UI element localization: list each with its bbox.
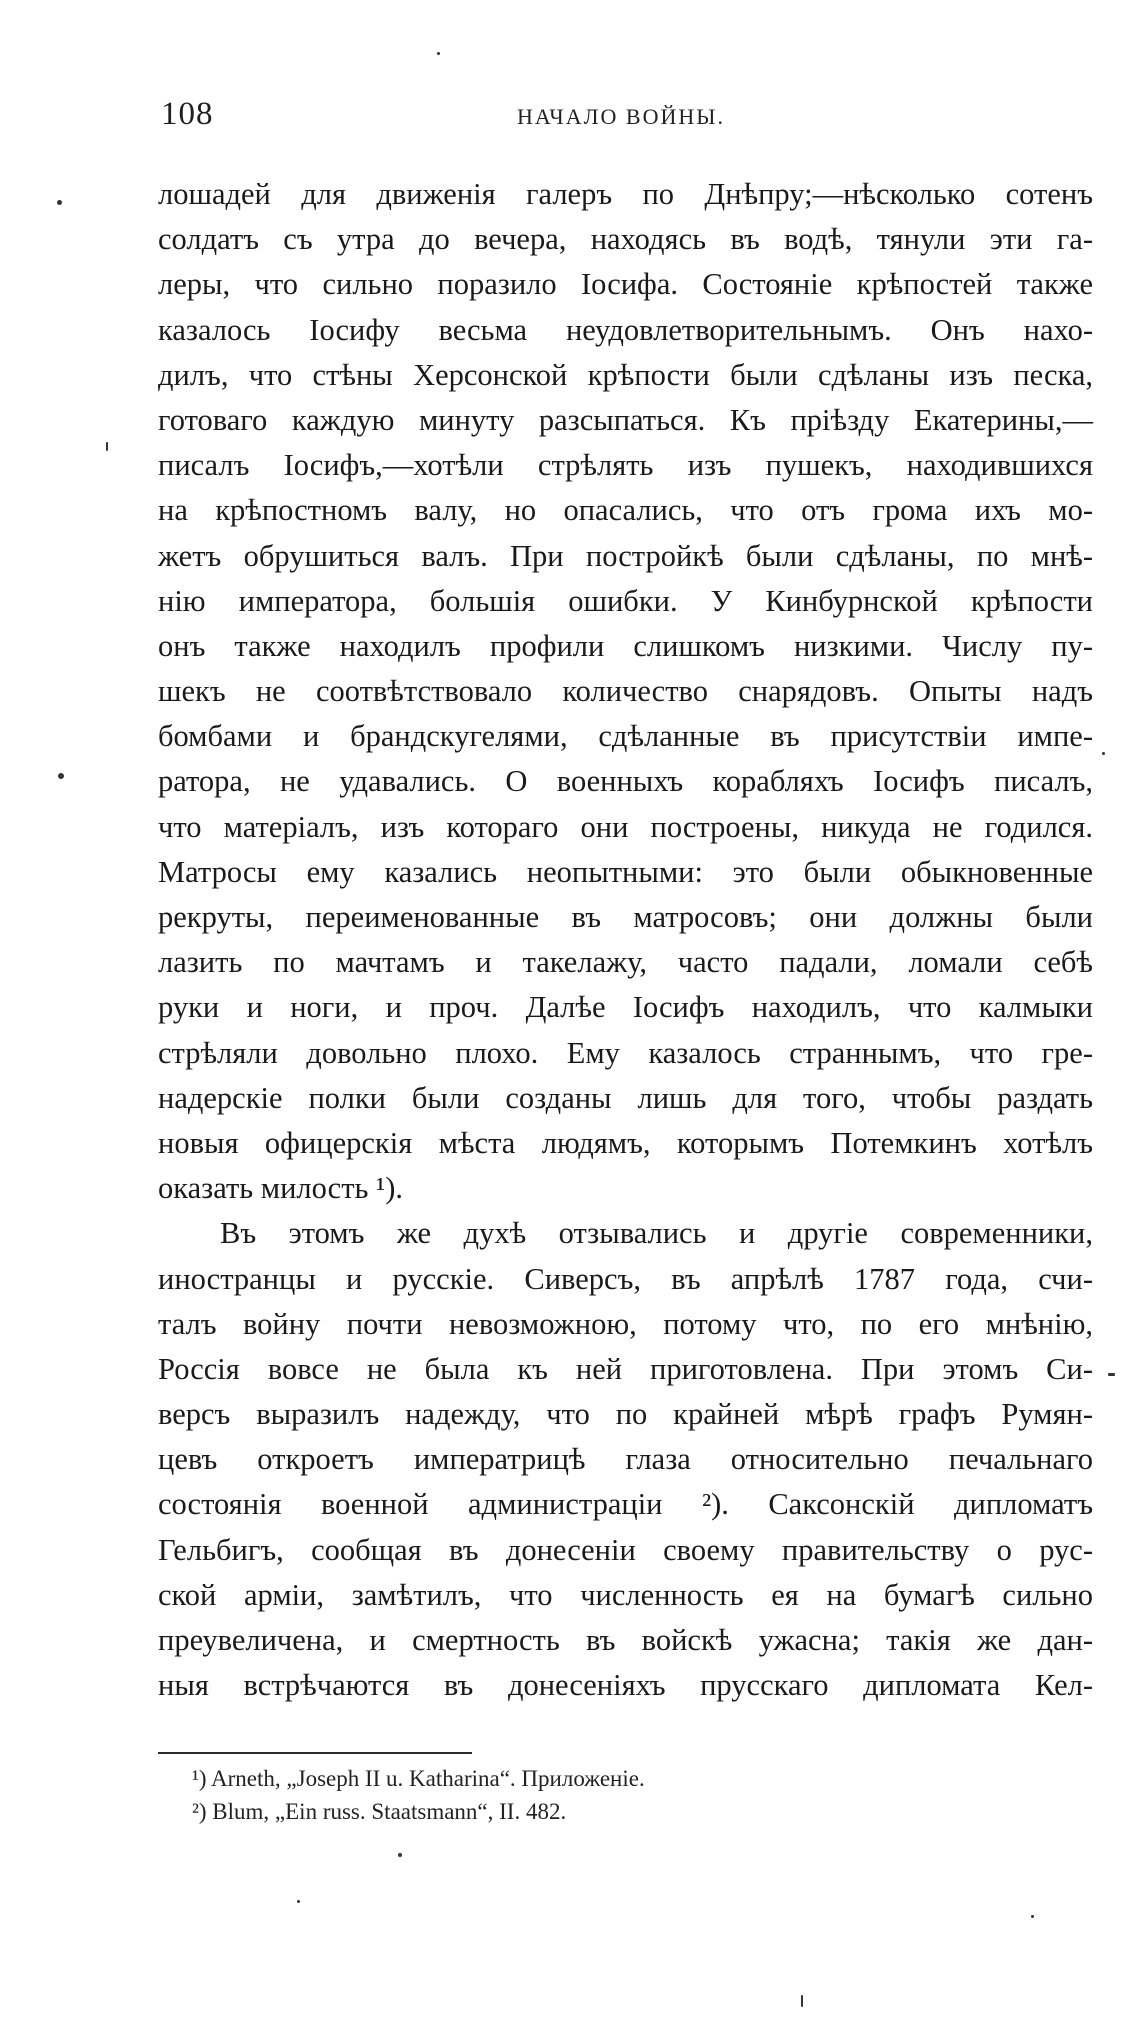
text-line: онъ также находилъ профили слишкомъ низкими. Числу пу- <box>158 628 1093 663</box>
text-line: Матросы ему казались неопытными: это были обыкновенные <box>158 854 1093 889</box>
footnote-divider <box>158 1752 472 1754</box>
text-line: готоваго каждую минуту разсыпаться. Къ пріѣзду Екатерины,— <box>158 402 1093 437</box>
text-line: жетъ обрушиться валъ. При постройкѣ были сдѣланы, по мнѣ- <box>158 538 1093 573</box>
text-line: ныя встрѣчаются въ донесеніяхъ прусскаго дипломата Кел- <box>158 1668 1093 1703</box>
text-line: версъ выразилъ надежду, что по крайней мѣрѣ графъ Румян- <box>158 1397 1093 1432</box>
scan-speck <box>106 442 108 451</box>
page-number: 108 <box>161 96 214 132</box>
text-line: цевъ откроетъ императрицѣ глаза относительно печальнаго <box>158 1442 1093 1477</box>
text-line: казалось Іосифу весьма неудовлетворительнымъ. Онъ нахо- <box>158 312 1093 347</box>
scan-speck <box>801 1995 803 2007</box>
text-line: на крѣпостномъ валу, но опасались, что отъ грома ихъ мо- <box>158 493 1093 528</box>
text-line: Россія вовсе не была къ ней приготовлена. При этомъ Си- <box>158 1351 1093 1386</box>
page-header <box>157 96 1092 136</box>
text-line: ской арміи, замѣтилъ, что численность ея на бумагѣ сильно <box>158 1577 1093 1612</box>
text-line: преувеличена, и смертность въ войскѣ ужасна; такія же дан- <box>158 1623 1093 1657</box>
paragraph-end-line: оказать милость ¹). <box>158 1171 403 1206</box>
text-line: нію императора, большія ошибки. У Кинбурнской крѣпости <box>158 583 1093 618</box>
scan-speck <box>1108 1373 1115 1376</box>
scan-speck <box>57 200 62 205</box>
text-line: что матеріалъ, изъ котораго они построены, никуда не годился. <box>158 809 1093 844</box>
footnotes <box>192 1762 992 1828</box>
scan-speck <box>437 52 440 55</box>
text-line: талъ войну почти невозможною, потому что, по его мнѣнію, <box>158 1306 1093 1341</box>
text-line: бомбами и брандскугелями, сдѣланные въ присутствіи импе- <box>158 719 1093 754</box>
text-line: Гельбигъ, сообщая въ донесеніи своему правительству о рус- <box>158 1532 1093 1567</box>
text-line: иностранцы и русскіе. Сиверсъ, въ апрѣлѣ 1787 года, счи- <box>158 1261 1093 1296</box>
text-line: леры, что сильно поразило Іосифа. Состояніе крѣпостей также <box>158 267 1093 302</box>
text-line: рекруты, переименованные въ матросовъ; они должны были <box>158 900 1093 934</box>
text-line: стрѣляли довольно плохо. Ему казалось страннымъ, что гре- <box>158 1035 1093 1070</box>
scan-speck <box>58 773 64 779</box>
text-line: лазить по мачтамъ и такелажу, часто падали, ломали себѣ <box>158 945 1093 980</box>
text-line: ратора, не удавались. О военныхъ корабляхъ Іосифъ писалъ, <box>158 764 1093 799</box>
scan-speck <box>1102 752 1105 755</box>
text-line: дилъ, что стѣны Херсонской крѣпости были сдѣланы изъ песка, <box>158 357 1093 392</box>
body-text <box>158 172 1093 1708</box>
running-title: НАЧАЛО ВОЙНЫ. <box>517 104 725 129</box>
text-line: состоянія военной администраціи ²). Саксонскій дипломатъ <box>158 1487 1093 1522</box>
text-line: писалъ Іосифъ,—хотѣли стрѣлять изъ пушекъ, находившихся <box>158 448 1093 483</box>
text-line: солдатъ съ утра до вечера, находясь въ водѣ, тянули эти га- <box>158 222 1093 257</box>
text-line: лошадей для движенія галеръ по Днѣпру;—нѣсколько сотенъ <box>158 177 1093 211</box>
scan-speck <box>1031 1915 1034 1918</box>
scan-speck <box>297 1900 300 1903</box>
footnote: ¹) Arneth, „Joseph II u. Katharina“. Приложеніе. <box>192 1766 645 1791</box>
footnote: ²) Blum, „Ein russ. Staatsmann“, II. 482. <box>192 1799 567 1824</box>
text-line: шекъ не соотвѣтствовало количество снарядовъ. Опыты надъ <box>158 674 1093 709</box>
paragraph-start-line: Въ этомъ же духѣ отзывались и другіе современники, <box>220 1216 1093 1251</box>
text-line: новыя офицерскія мѣста людямъ, которымъ Потемкинъ хотѣлъ <box>158 1125 1093 1160</box>
text-line: руки и ноги, и проч. Далѣе Іосифъ находилъ, что калмыки <box>158 990 1093 1025</box>
text-line: надерскіе полки были созданы лишь для того, чтобы раздать <box>158 1080 1093 1115</box>
scan-speck <box>398 1853 402 1857</box>
